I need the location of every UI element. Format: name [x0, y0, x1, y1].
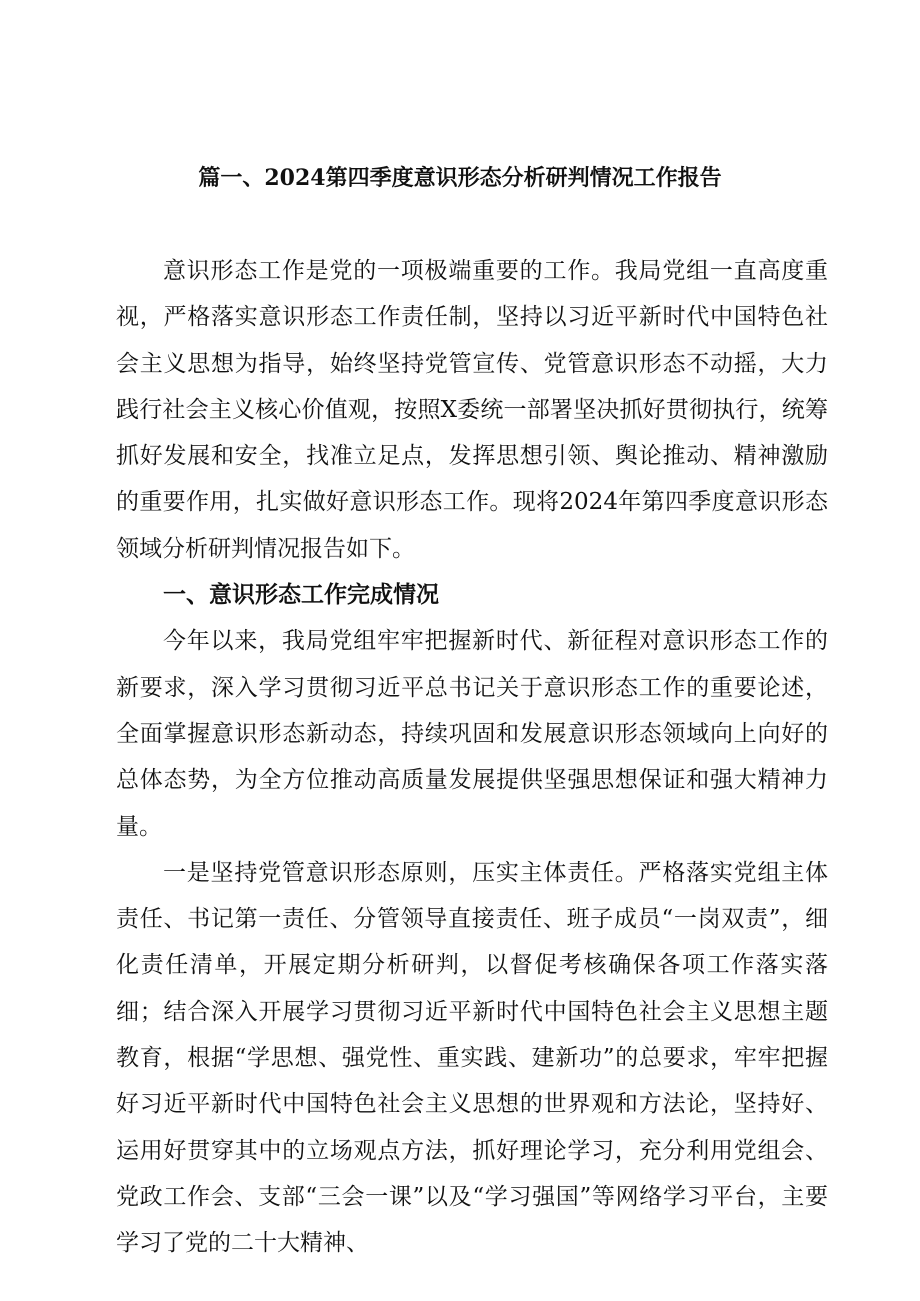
intro-paragraph: 意识形态工作是党的一项极端重要的工作。我局党组一直高度重视，严格落实意识形态工作责任制，坚持以习近平新时代中国特色社会主义思想为指导，始终坚持党管宣传、党管意识形态不动摇，大力践行社会主义核心价值观，按照X委统一部署坚决抓好贯彻执行，统筹抓好发展和安全，找准立足点，发挥思想引领、舆论推动、精神激励的重要作用，扎实做好意识形态工作。现将2024年第四季度意识形态领域分析研判情况报告如下。	[116, 258, 828, 562]
section-paragraph-2: 一是坚持党管意识形态原则，压实主体责任。严格落实党组主体责任、书记第一责任、分管领导直接责任、班子成员“一岗双责”，细化责任清单，开展定期分析研判，以督促考核确保各项工作落实落细；结合深入开展学习贯彻习近平新时代中国特色社会主义思想主题教育，根据“学思想、强党性、重实践、建新功”的总要求，牢牢把握好习近平新时代中国特色社会主义思想的世界观和方法论，坚持好、运用好贯穿其中的立场观点方法，抓好理论学习，充分利用党组会、党政工作会、支部“三会一课”以及“学习强国”等网络学习平台，主要学习了党的二十大精神、	[116, 859, 828, 1257]
section-heading: 一、意识形态工作完成情况	[163, 581, 439, 609]
section-paragraph-1: 今年以来，我局党组牢牢把握新时代、新征程对意识形态工作的新要求，深入学习贯彻习近平总书记关于意识形态工作的重要论述，全面掌握意识形态新动态，持续巩固和发展意识形态领域向上向好的总体态势，为全方位推动高质量发展提供坚强思想保证和强大精神力量。	[116, 628, 828, 840]
document-title: 篇一、2024第四季度意识形态分析研判情况工作报告	[198, 165, 722, 191]
document-body	[116, 248, 828, 1267]
